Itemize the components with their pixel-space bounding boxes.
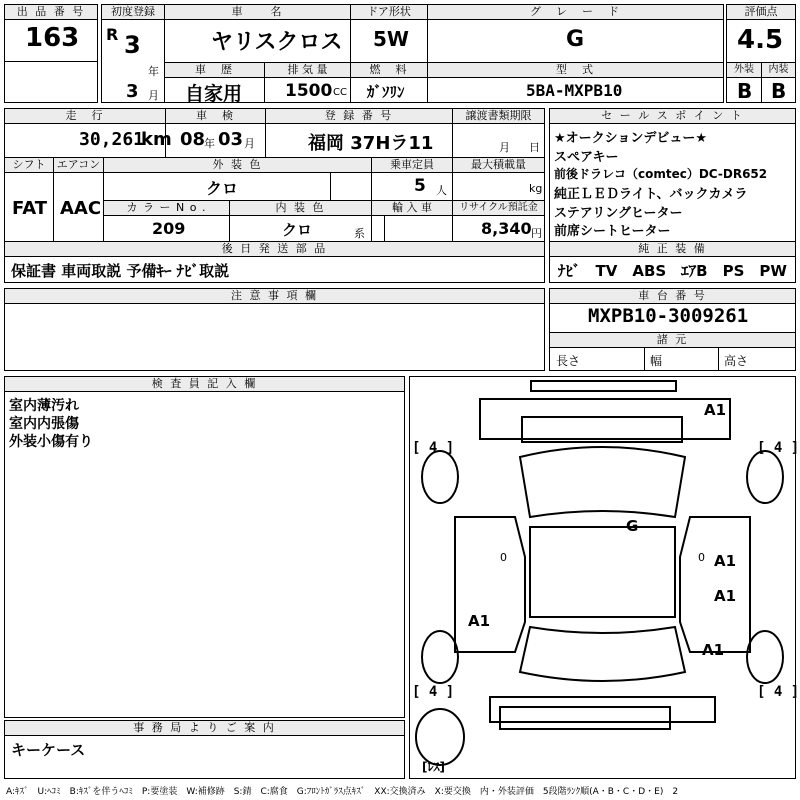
equip-label: 純 正 装 備 [550,242,795,257]
equip-cell [549,241,796,283]
lot-number: 163 [25,23,80,53]
tire-fr: [ 4 ] [757,440,800,456]
dim-height: 高さ [724,354,749,368]
import-cell [371,200,453,242]
capacity-label: 乗車定員 [372,158,452,173]
model: 5BA-MXPB10 [526,81,623,100]
tailgate-shape [490,697,715,722]
load-unit: kg [529,182,543,195]
wheel-fl-shape [422,451,458,503]
chassis-cell [549,288,796,333]
sales-line: スペアキー [554,150,619,165]
damage-mark: A1 [714,552,737,570]
shift-label: シフト [5,158,53,173]
lot-label: 出 品 番 号 [5,5,97,20]
zero-right: 0 [698,551,705,564]
dim-length: 長さ [556,354,581,368]
sales-line: 前後ドラレコ（comtec）DC-DR652 [554,167,768,181]
sales-line: ステアリングヒーター [554,206,683,221]
damage-mark: G [626,517,639,535]
recycle-unit: 円 [531,227,542,240]
hood-front-shape [480,399,730,439]
right-side-shape [680,517,750,652]
transfer-month-unit: 月 [499,141,510,154]
score-label: 評価点 [727,5,795,20]
fuel-cell [350,62,428,103]
load-cell [452,157,545,201]
legend: A:ｷｽﾞ U:ﾍｺﾐ B:ｷｽﾞを伴うﾍｺﾐ P:要塗装 W:補修跡 S:錆 C:腐食 G:ﾌﾛﾝﾄｶﾞﾗｽ点ｷｽﾞ XX:交換済み X:要交換 内・外装評価 5段階ﾗﾝｸ順(A・B・C・D・E) 2 [6,787,679,797]
damage-mark: A1 [714,587,737,605]
mileage: 30,261 [79,129,145,150]
ext-score: B [737,79,753,103]
inspector-line: 室内内張傷 [9,416,79,432]
recycle-cell [452,200,545,242]
grade: G [566,27,585,52]
transfer-day-unit: 日 [529,141,540,154]
recycle: 8,340 [481,219,532,238]
car-outline-svg [410,377,795,778]
insp-year-unit: 年 [204,137,215,150]
front-bumper-shape [531,381,676,391]
color: クロ [206,179,239,198]
fuel-label: 燃 料 [351,63,427,78]
era: R [106,25,119,44]
insp-year: 08 [180,129,206,150]
insp-month-unit: 月 [244,137,255,150]
color-label: 外 装 色 [104,158,371,173]
score: 4.5 [737,25,784,55]
door-cell [350,4,428,63]
color-cell [103,157,372,201]
sales-cell [549,108,796,242]
reg-year: 3 [124,31,141,59]
car-diagram [409,376,800,779]
displacement-label: 排 気 量 [265,63,350,78]
mileage-label: 走 行 [5,109,165,124]
rear-window-shape [520,627,685,681]
ac-label: エアコン [54,158,103,173]
inspection-label: 車 検 [166,109,265,124]
windshield-shape [520,447,685,517]
office-text: キーケース [11,741,86,759]
spare-tire: [ﾚｽ] [422,760,445,774]
dims-divider [644,348,645,371]
interior-color: クロ [282,221,313,239]
sales-line: ★オークションデビュー★ [554,131,708,146]
dims-label: 諸 元 [550,333,795,348]
equip: ﾅﾋﾞ TV ABS ｴｱB PS PW [558,262,787,280]
damage-mark: A1 [702,641,725,659]
name-cell [164,4,351,63]
history-label: 車 歴 [165,63,264,78]
interior-color-unit: 系 [354,227,365,240]
sales-label: セ ー ル ス ポ イ ン ト [550,109,795,124]
dims-divider [718,348,719,371]
wheel-fr-shape [747,451,783,503]
inspector-label: 検 査 員 記 入 欄 [5,377,404,392]
inspection-cell [165,108,266,158]
capacity-cell [371,157,453,201]
damage-mark: A1 [468,612,491,630]
sales-line: 前席シートヒーター [554,224,671,239]
roof-shape [530,527,675,617]
wheel-rr-shape [747,631,783,683]
color-no: 209 [152,219,186,238]
import-label: 輸 入 車 [372,201,452,216]
ac-cell [53,157,104,242]
color-no-label: カ ラ ー N o . [104,201,229,216]
office-label: 事 務 局 よ り ご 案 内 [5,721,404,736]
ext-label: 外装 [727,63,761,78]
recycle-label: リサイクル預託金 [453,201,544,216]
history-cell [164,62,265,103]
dim-width: 幅 [650,354,663,368]
chassis-label: 車 台 番 号 [550,289,795,304]
mileage-unit: km [141,129,172,150]
transfer-cell [452,108,545,158]
month-unit: 月 [148,89,159,102]
lot-blank [4,61,98,103]
color-no-cell [103,200,230,242]
name-label: 車 名 [165,5,350,20]
left-side-shape [455,517,525,652]
displacement: 1500 [285,81,333,101]
plate-label: 登 録 番 号 [266,109,452,124]
int-score: B [771,79,787,103]
load-label: 最大積載量 [453,158,544,173]
ext-cell [726,62,762,103]
import-divider [384,216,385,242]
docs: 保証書 車両取説 予備ｷｰ ﾅﾋﾞ取説 [11,262,230,280]
grade-cell [427,4,724,63]
tire-rl: [ 4 ] [412,684,455,700]
reg-month: 3 [126,81,139,102]
displacement-cell [264,62,351,103]
history: 自家用 [185,83,243,105]
score-cell [726,4,796,63]
fuel: ｶﾞｿﾘﾝ [367,83,405,101]
inspector-cell [4,376,405,718]
transfer-label: 譲渡書類期限 [453,109,544,124]
spare-wheel-shape [416,709,464,765]
chassis-number: MXPB10-3009261 [588,305,749,327]
capacity: 5 [414,176,426,196]
damage-mark: A1 [704,401,727,419]
shift-cell [4,157,54,242]
dims-cell [549,332,796,371]
notes-label: 注 意 事 項 欄 [5,289,544,304]
plate: 福岡 37Hラ11 [308,133,434,154]
door-type: 5W [373,27,409,51]
tire-fl: [ 4 ] [412,440,455,456]
car-name: ヤリスクロス [211,30,343,55]
docs-label: 後 日 発 送 部 品 [5,242,544,257]
interior-color-label: 内 装 色 [230,201,371,216]
capacity-unit: 人 [436,184,447,197]
tire-rr: [ 4 ] [757,684,800,700]
lot-cell [4,4,98,62]
displacement-unit: CC [333,87,347,98]
year-unit: 年 [148,65,159,78]
model-cell [427,62,724,103]
insp-month: 03 [218,129,244,150]
reg-label: 初度登録 [102,5,164,20]
door-label: ドア形状 [351,5,427,20]
docs-cell [4,241,545,283]
reg-cell [101,4,165,103]
plate-cell [265,108,453,158]
int-cell [761,62,796,103]
color-divider [330,173,331,201]
zero-left: 0 [500,551,507,564]
grade-label: グ レ ー ド [428,5,723,20]
inspector-line: 室内薄汚れ [9,398,79,414]
wheel-rl-shape [422,631,458,683]
mileage-cell [4,108,172,158]
interior-color-cell [229,200,372,242]
inspector-line: 外装小傷有り [9,434,93,450]
int-label: 内装 [762,63,795,78]
shift: FAT [12,198,48,219]
ac: AAC [60,198,102,219]
notes-cell [4,288,545,371]
office-cell [4,720,405,779]
sales-line: 純正ＬＥＤライト、バックカメラ [554,187,748,202]
model-label: 型 式 [428,63,723,78]
rear-bumper-shape [500,707,670,729]
